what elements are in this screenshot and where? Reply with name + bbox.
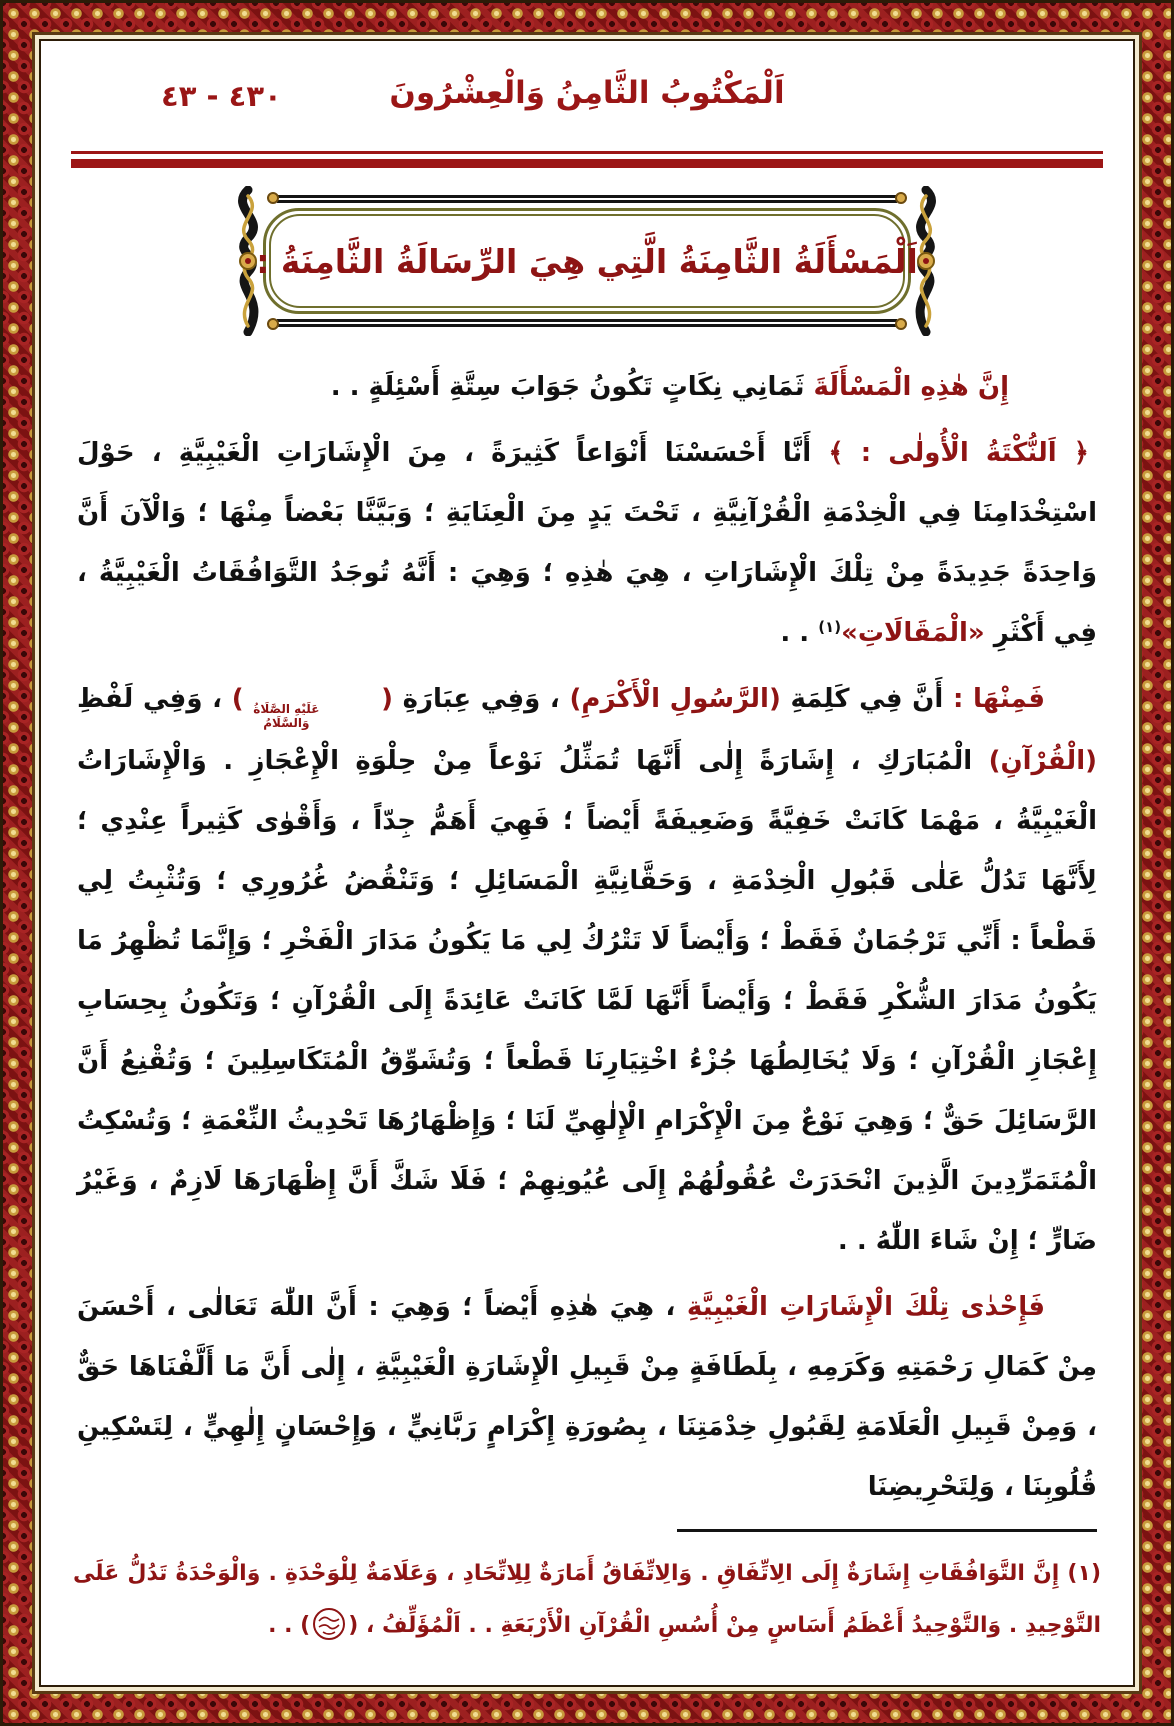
ornate-bracket-open-icon: ﴿: [1056, 438, 1090, 468]
paragraph-1: [77, 357, 1097, 417]
quoted-word: «الْمَقَالَاتِ»: [841, 618, 985, 648]
paragraph-3-text: الْمُبَارَكِ ، إِشَارَةً إِلٰى أَنَّهَا تُمَثِّلُ نَوْعاً مِنْ حِلْوَةِ الْإِعْجَازِ . وَالْإِشَارَاتُ الْغَيْبِيَّةُ ، مَهْمَا كَانَتْ خَفِيَّةً وَضَعِيفَةً أَيْضاً ؛ فَهِيَ أَهَمُّ جِدّاً ، وَأَقْوٰى كَثِيراً عِنْدِي ؛ لِأَنَّهَا تَدُلُّ عَلٰى قَبُولِ الْخِدْمَةِ ، وَحَقَّانِيَّةِ الْمَسَائِلِ ؛ وَتَنْقُضُ غُرُورِي ؛ وَتُثْبِتُ لِي قَطْعاً : أَنِّي تَرْجُمَانٌ فَقَطْ ؛ وَأَيْضاً لَا تَتْرُكُ لِي مَا يَكُونُ مَدَارَ الْفَخْرِ ؛ وَإِنَّمَا تُظْهِرُ مَا يَكُونُ مَدَارَ الشُّكْرِ فَقَطْ ؛ وَأَيْضاً أَنَّهَا لَمَّا كَانَتْ عَائِدَةً إِلَى الْقُرْآنِ ؛ وَتَكُونُ بِحِسَابِ إِعْجَازِ الْقُرْآنِ ؛ وَلَا يُخَالِطُهَا جُزْءُ اخْتِيَارِنَا قَطْعاً ؛ وَتُشَوِّقُ الْمُتَكَاسِلِينَ ؛ وَتُقْنِعُ أَنَّ الرَّسَائِلَ حَقٌّ ؛ وَهِيَ نَوْعٌ مِنَ الْإِكْرَامِ الْإِلٰهِيِّ لَنَا ؛ وَإِظْهَارُهَا تَحْدِيثُ النِّعْمَةِ ؛ وَتُسْكِتُ الْمُتَمَرِّدِينَ الَّذِينَ انْحَدَرَتْ عُقُولُهُمْ إِلَى عُيُونِهِمْ ؛ فَلَا شَكَّ أَنَّ إِظْهَارَهَا لَازِمٌ ، وَغَيْرُ ضَارٍّ ؛ إِنْ شَاءَ اللّٰهُ . .: [77, 745, 1097, 1256]
paragraph-2: [77, 423, 1097, 663]
paragraph-4-lead: فَإِحْدٰى تِلْكَ الْإِشَارَاتِ الْغَيْبِيَّةِ: [686, 1291, 1045, 1322]
honorific-paren-close: ): [231, 684, 254, 714]
salutation-line-2: وَالسَّلَامُ: [263, 715, 310, 730]
footnote-separator: [677, 1529, 1097, 1532]
paragraph-3-lead: فَمِنْهَا :: [943, 684, 1046, 714]
footnote-body: (١) إِنَّ التَّوَافُقَاتِ إِشَارَةٌ إِلَى الِاتِّفَاقِ . وَالِاتِّفَاقُ أَمَارَةٌ لِلِاتِّحَادِ ، وَعَلَامَةٌ لِلْوَحْدَةِ . وَالْوَحْدَةُ تَدُلُّ عَلَى التَّوْحِيدِ . وَالتَّوْحِيدُ أَعْظَمُ أَسَاسٍ مِنْ أُسُسِ الْقُرْآنِ الْأَرْبَعَةِ . . اَلْمُؤَلِّفُ ، (: [73, 1561, 1101, 1638]
paragraph-4: [77, 1277, 1097, 1517]
paragraph-3-text: ، وَفِي لَفْظِ: [77, 684, 232, 714]
salutation-calligraphy: [253, 703, 371, 731]
salutation-line-1: عَلَيْهِ الصَّلَاةُ: [253, 702, 320, 716]
paragraph-1-text: ثَمَانِي نِكَاتٍ تَكُونُ جَوَابَ سِتَّةِ أَسْئِلَةٍ . .: [330, 372, 814, 402]
paragraph-4-text: ، هِيَ هٰذِهِ أَيْضاً ؛ وَهِيَ : أَنَّ اللّٰهَ تَعَالٰى ، أَحْسَنَ مِنْ كَمَالِ رَحْمَتِهِ وَكَرَمِهِ ، بِلَطَافَةٍ مِنْ قَبِيلِ الْإِشَارَةِ الْغَيْبِيَّةِ ، إِلٰى أَنَّ مَا أَلَّفْنَاهَا حَقٌّ ، وَمِنْ قَبِيلِ الْعَلَامَةِ لِقَبُولِ خِدْمَتِنَا ، بِصُورَةِ إِكْرَامٍ رَبَّانِيٍّ ، وَإِحْسَانٍ إِلٰهِيٍّ ، لِتَسْكِينِ قُلُوبِنَا ، وَلِتَحْرِيضِنَا: [77, 1291, 1097, 1502]
honorific-paren-open: (: [371, 684, 393, 714]
paragraph-2-tail: . .: [780, 618, 819, 648]
paragraph-1-lead: إِنَّ هٰذِهِ الْمَسْأَلَةَ: [813, 372, 1009, 402]
paragraph-3-text: ، وَفِي عِبَارَةِ: [392, 684, 570, 714]
footnote-text: [73, 1548, 1101, 1661]
floral-flourish-icon: [899, 186, 953, 336]
ornate-bracket-close-icon: ﴾: [828, 438, 844, 468]
paragraph-3: [77, 669, 1097, 1271]
header-rule-thick: [71, 159, 1103, 168]
author-seal-icon: [312, 1622, 346, 1647]
floral-flourish-icon: [221, 186, 275, 336]
page-header: [71, 67, 1103, 129]
section-title-box: [225, 195, 949, 327]
footnote-block: [71, 1529, 1103, 1669]
footnote-reference: (١): [818, 618, 842, 636]
header-rule-thin: [71, 151, 1103, 154]
body-text: [71, 357, 1103, 1523]
paragraph-2-heading: اَلنُّكْتَةُ الْأُولٰى :: [843, 438, 1057, 468]
highlighted-term: (الرَّسُولِ الْأَكْرَمِ): [569, 684, 781, 714]
section-title: اَلْمَسْأَلَةُ الثَّامِنَةُ الَّتِي هِيَ الرِّسَالَةُ الثَّامِنَةُ :: [256, 241, 918, 281]
page-content: [41, 41, 1133, 1685]
highlighted-term: (الْقُرْآنِ): [988, 745, 1097, 776]
footnote-tail: ) . .: [268, 1613, 311, 1638]
page-content-frame: [39, 39, 1135, 1687]
chapter-title: اَلْمَكْتُوبُ الثَّامِنُ وَالْعِشْرُونَ: [389, 75, 785, 111]
paragraph-2-text: أَنَّا أَحْسَسْنَا أَنْوَاعاً كَثِيرَةً ، مِنَ الْإِشَارَاتِ الْغَيْبِيَّةِ ، حَوْلَ اسْتِخْدَامِنَا فِي الْخِدْمَةِ الْقُرْآنِيَّةِ ، تَحْتَ يَدٍ مِنَ الْعِنَايَةِ ؛ وَبَيَّنَّا بَعْضاً مِنْهَا ؛ وَالْآنَ أَنَّ وَاحِدَةً جَدِيدَةً مِنْ تِلْكَ الْإِشَارَاتِ ، هِيَ هٰذِهِ ؛ وَهِيَ : أَنَّهُ تُوجَدُ التَّوَافُقَاتُ الْغَيْبِيَّةُ ، فِي أَكْثَرِ: [77, 438, 1097, 648]
paragraph-3-text: أَنَّ فِي كَلِمَةِ: [780, 684, 944, 714]
page-number: ٤٣٠ - ٤٣: [161, 79, 282, 113]
